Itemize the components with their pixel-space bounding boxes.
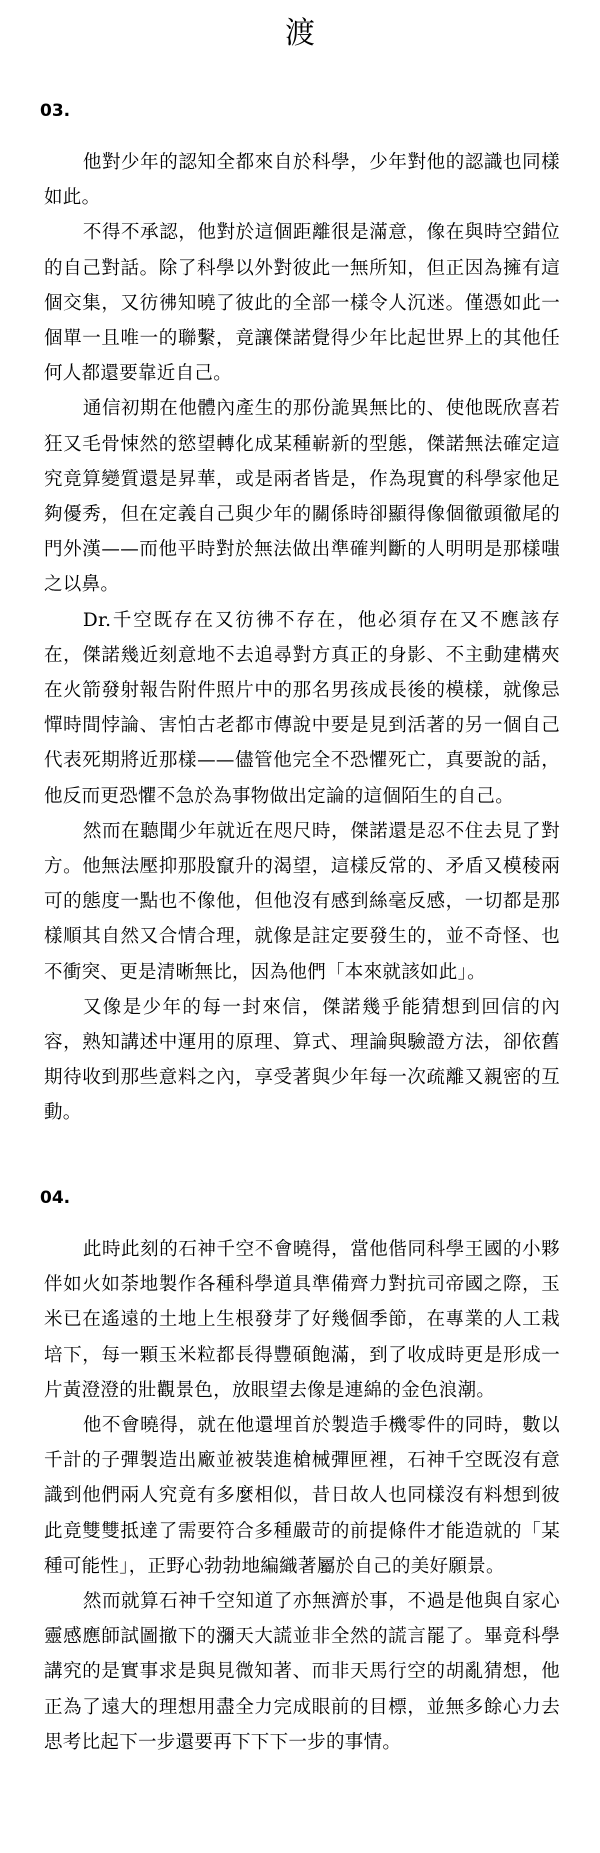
section-label-03: 03. (40, 101, 71, 121)
paragraph: 他不會曉得，就在他還埋首於製造手機零件的同時，數以千計的子彈製造出廠並被裝進槍械彈匣裡，石神千空既沒有意識到他們兩人究竟有多麼相似，昔日故人也同樣沒有料想到彼此竟雙雙抵達了需要符合多種嚴苛的前提條件才能造就的「某種可能性」，正野心勃勃地編織著屬於自己的美好願景。 (44, 1415, 560, 1577)
section-label-04: 04. (40, 1188, 71, 1208)
paragraph: Dr.千空既存在又彷彿不存在，他必須存在又不應該存在，傑諾幾近刻意地不去追尋對方真正的身影、不主動建構夾在火箭發射報告附件照片中的那名男孩成長後的模樣，就像忌憚時間悖論、害怕古老都市傳說中要是見到活著的另一個自己代表死期將近那樣——儘管他完全不恐懼死亡，真要說的話，他反而更恐懼不急於為事物做出定論的這個陌生的自己。 (44, 609, 560, 807)
paragraph: 然而就算石神千空知道了亦無濟於事，不過是他與自家心靈感應師試圖撤下的瀰天大謊並非全然的謊言罷了。畢竟科學講究的是實事求是與見微知著、而非天馬行空的胡亂猜想，他正為了遠大的理想用盡全力完成眼前的目標，並無多餘心力去思考比起下一步還要再下下下一步的事情。 (44, 1591, 560, 1753)
paragraph: 通信初期在他體內產生的那份詭異無比的、使他既欣喜若狂又毛骨悚然的慾望轉化成某種嶄新的型態，傑諾無法確定這究竟算變質還是昇華，或是兩者皆是，作為現實的科學家他足夠優秀，但在定義自己與少年的關係時卻顯得像個徹頭徹尾的門外漢——而他平時對於無法做出準確判斷的人明明是那樣嗤之以鼻。 (44, 398, 560, 596)
paragraph: 又像是少年的每一封來信，傑諾幾乎能猜想到回信的內容，熟知講述中運用的原理、算式、理論與驗證方法，卻依舊期待收到那些意料之內，享受著與少年每一次疏離又親密的互動。 (44, 996, 560, 1124)
paragraph: 不得不承認，他對於這個距離很是滿意，像在與時空錯位的自己對話。除了科學以外對彼此一無所知，但正因為擁有這個交集，又彷彿知曉了彼此的全部一樣令人沉迷。僅憑如此一個單一且唯一的聯繫，竟讓傑諾覺得少年比起世界上的其他任何人都還要靠近自己。 (44, 222, 560, 385)
paragraph: 然而在聽聞少年就近在咫尺時，傑諾還是忍不住去見了對方。他無法壓抑那股竄升的渴望，這樣反常的、矛盾又模稜兩可的態度一點也不像他，但他沒有感到絲毫反感，一切都是那樣順其自然又合情合理，就像是註定要發生的，並不奇怪、也不衝突、更是清晰無比，因為他們「本來就該如此」。 (44, 820, 560, 983)
paragraph: 他對少年的認知全都來自於科學，少年對他的認識也同樣如此。 (44, 152, 560, 209)
section-body-03 (44, 145, 560, 1131)
paragraph: 此時此刻的石神千空不會曉得，當他偕同科學王國的小夥伴如火如荼地製作各種科學道具準備齊力對抗司帝國之際，玉米已在遙遠的土地上生根發芽了好幾個季節，在專業的人工栽培下，每一顆玉米粒都長得豐碩飽滿，到了收成時更是形成一片黃澄澄的壯觀景色，放眼望去像是連綿的金色浪潮。 (44, 1239, 560, 1401)
document-title: 渡 (285, 16, 315, 51)
section-body-04 (44, 1232, 560, 1760)
